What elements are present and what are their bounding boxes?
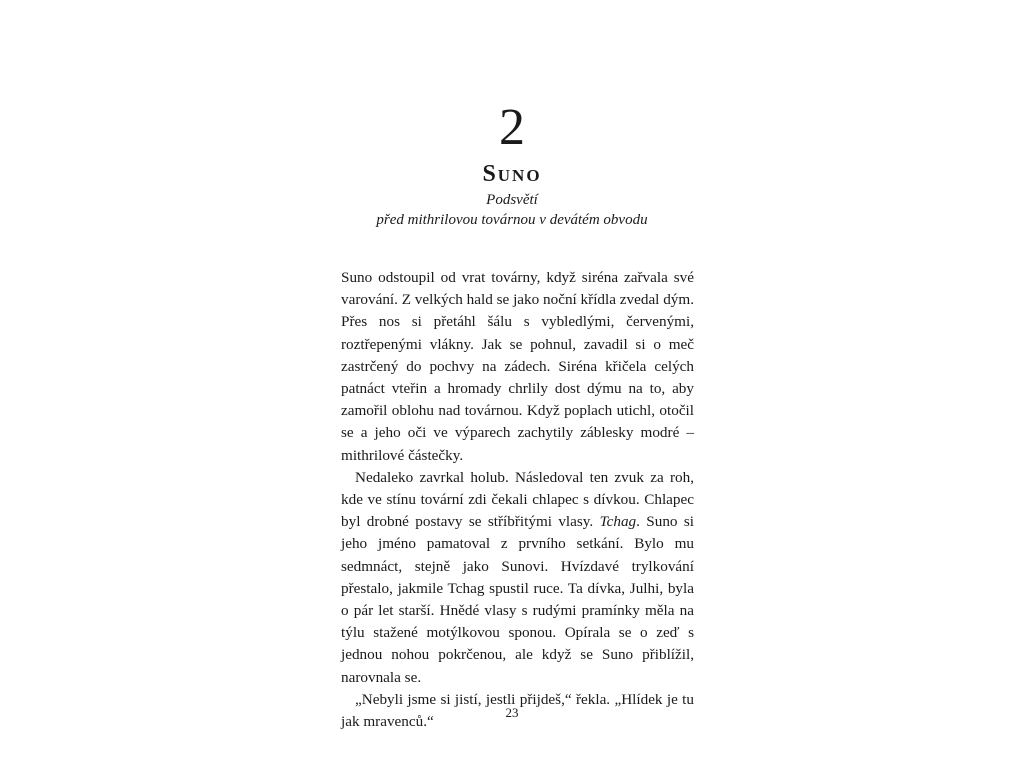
paragraph [341,267,694,467]
paragraph-text: „Nebyli jsme si jistí, jestli přijdeš,“ řekla. „Hlídek je tu jak mravenců.“ [341,690,694,731]
page-number: 23 [505,705,519,720]
paragraph-text: Suno odstoupil od vrat továrny, když siréna zařvala své varování. Z velkých hald se jako noční křídla zvedal dým. Přes nos si přetáhl šálu s vybledlými, červenými, roztřepenými vlákny. Jak se pohnul, zavadil si o meč zastrčený do pochvy na zádech. Siréna křičela celých patnáct vteřin a hromady chrlily dost dýmu na to, aby zamořil oblohu nad továrnou. Když poplach utichl, otočil se a jeho oči ve výparech zachytily záblesky modré – mithrilové částečky. [341,269,694,464]
paragraph-text: . Suno si jeho jméno pamatoval z prvního setkání. Bylo mu sedmnáct, stejně jako Sunovi. Hvízdavé trylkování přestalo, jakmile Tchag spustil ruce. Ta dívka, Julhi, byla o pár let starší. Hnědé vlasy s rudými pramínky měla na týlu stažené motýlkovou sponou. Opírala se o zeď s jednou nohou pokrčenou, ale když se Suno přiblížil, narovnala se. [341,513,694,686]
chapter-body-text [341,267,694,733]
location-line-1: Podsvětí [486,192,538,208]
paragraph [341,467,694,689]
chapter-title: Suno [482,161,542,187]
paragraph-text: Nedaleko zavrkal holub. Následoval ten zvuk za roh, kde ve stínu tovární zdi čekali chlapec s dívkou. Chlapec byl drobné postavy se stříbřitými vlasy. [341,468,694,531]
location-line-2: před mithrilovou továrnou v devátém obvodu [376,212,648,228]
italic-text: Tchag [599,513,637,531]
chapter-location [0,190,1024,230]
chapter-number: 2 [499,99,525,156]
